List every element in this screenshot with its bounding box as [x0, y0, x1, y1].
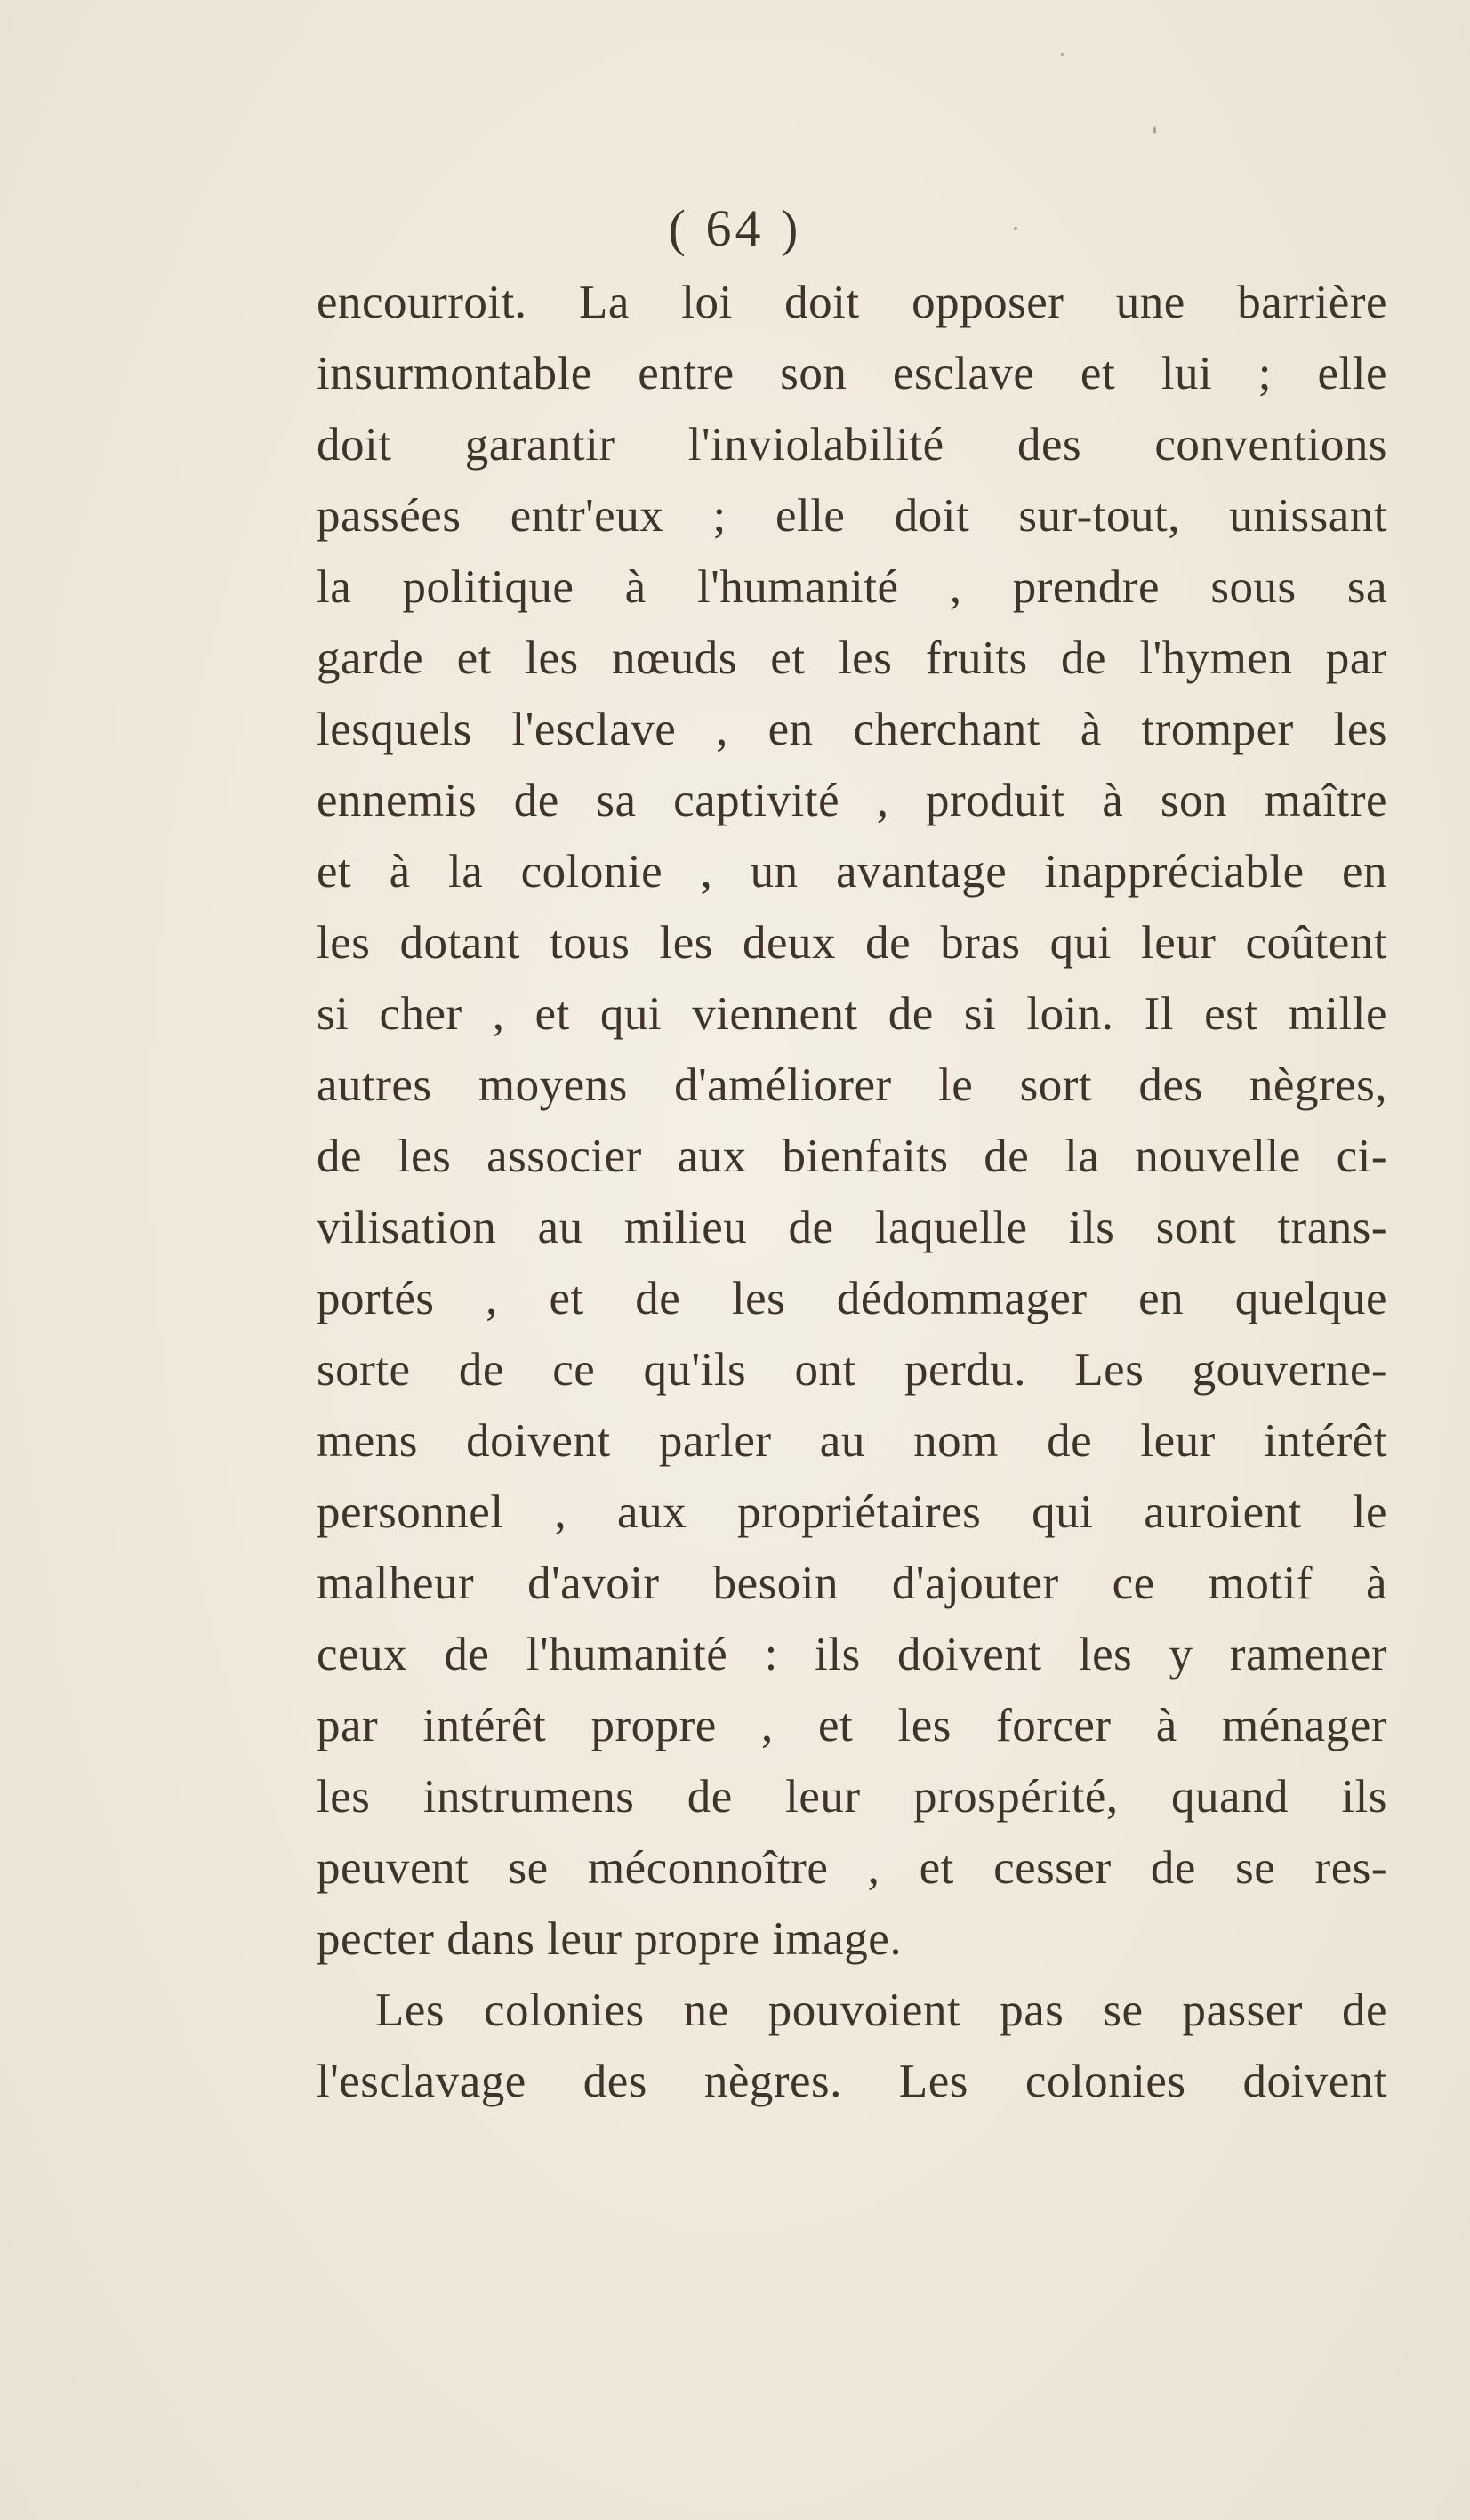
- paper-speck: [1153, 126, 1156, 134]
- text-line: personnel , aux propriétaires qui auroient le: [317, 1486, 1387, 1538]
- text-line: peuvent se méconnoître , et cesser de se res-: [317, 1842, 1387, 1894]
- text-line: par intérêt propre , et les forcer à ménager: [317, 1700, 1387, 1751]
- text-line: doit garantir l'inviolabilité des conventions: [317, 419, 1387, 471]
- text-line: malheur d'avoir besoin d'ajouter ce motif à: [317, 1558, 1387, 1609]
- text-line: la politique à l'humanité , prendre sous sa: [317, 561, 1387, 613]
- text-line: ceux de l'humanité : ils doivent les y ramener: [317, 1629, 1387, 1680]
- paper-speck: [1014, 227, 1017, 230]
- text-line: de les associer aux bienfaits de la nouvelle ci-: [317, 1131, 1387, 1182]
- text-line: mens doivent parler au nom de leur intérêt: [317, 1415, 1387, 1467]
- text-line: lesquels l'esclave , en cherchant à tromper les: [317, 704, 1387, 755]
- text-line: les instrumens de leur prospérité, quand ils: [317, 1771, 1387, 1823]
- text-line-paragraph-end: pecter dans leur propre image.: [317, 1913, 903, 1965]
- page-number: ( 64 ): [668, 199, 802, 257]
- text-line: ennemis de sa captivité , produit à son maître: [317, 775, 1387, 826]
- paper-speck: [1061, 53, 1064, 56]
- text-line: si cher , et qui viennent de si loin. Il est mille: [317, 988, 1387, 1040]
- text-line: l'esclavage des nègres. Les colonies doivent: [317, 2056, 1387, 2107]
- text-line: encourroit. La loi doit opposer une barrière: [317, 277, 1387, 328]
- text-line-paragraph-start: Les colonies ne pouvoient pas se passer de: [375, 1985, 1387, 2036]
- text-line: portés , et de les dédommager en quelque: [317, 1273, 1387, 1324]
- text-line: sorte de ce qu'ils ont perdu. Les gouverne-: [317, 1344, 1387, 1396]
- text-line: insurmontable entre son esclave et lui ; elle: [317, 348, 1387, 399]
- body-text: [317, 267, 1387, 2117]
- text-line: les dotant tous les deux de bras qui leur coûtent: [317, 917, 1387, 969]
- text-line: autres moyens d'améliorer le sort des nègres,: [317, 1059, 1387, 1111]
- text-line: et à la colonie , un avantage inappréciable en: [317, 846, 1387, 898]
- text-line: passées entr'eux ; elle doit sur-tout, unissant: [317, 490, 1387, 542]
- text-line: garde et les nœuds et les fruits de l'hymen par: [317, 632, 1387, 684]
- text-line: vilisation au milieu de laquelle ils sont trans-: [317, 1202, 1387, 1253]
